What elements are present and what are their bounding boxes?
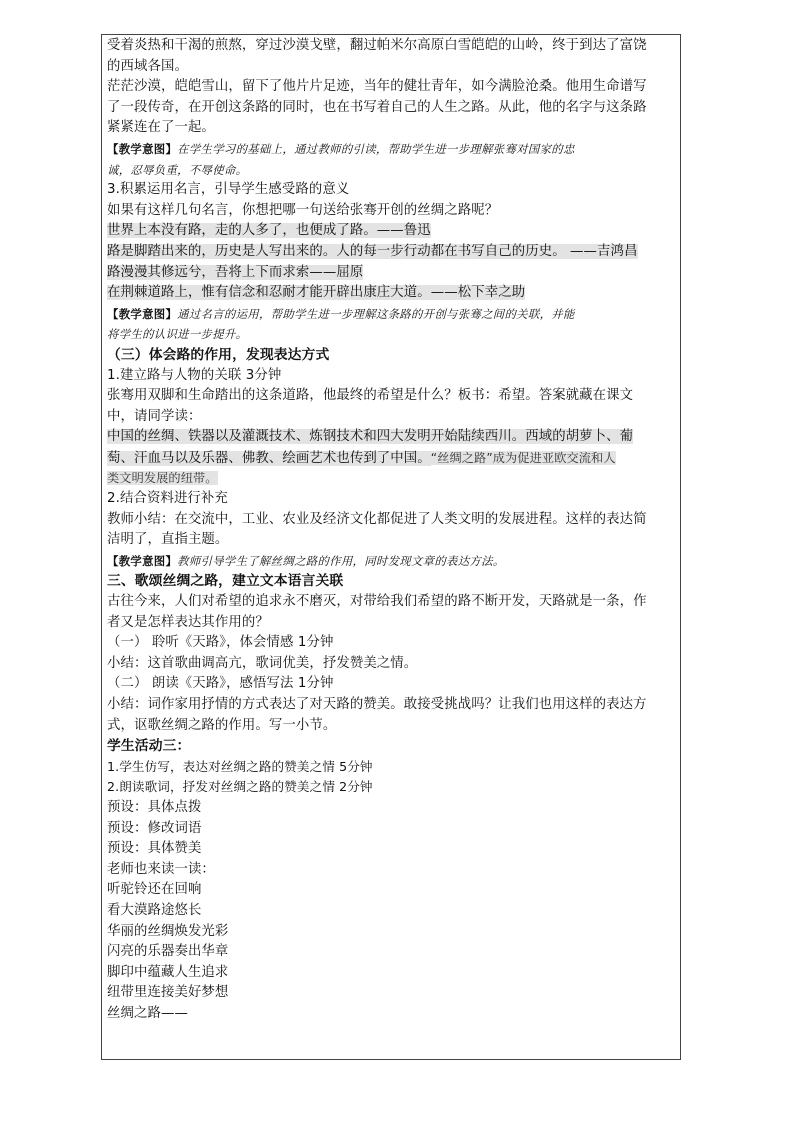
step-item: 1.建立路与人物的关联 3分钟 [107,367,282,383]
summary-line: 式，讴歌丝绸之路的作用。写一小节。 [107,717,337,733]
text-line: 古往今来，人们对希望的追求永不磨灭，对带给我们希望的路不断开发，天路就是一条，作 [107,594,647,610]
highlighted-passage [107,427,677,448]
highlight-text: 中国的丝绸、铁器以及灌溉技术、炼钢技术和四大发明开始陆续西川。西域的胡萝卜、葡 [107,429,634,445]
quote-line [107,221,677,242]
poem-line: 纽带里连接美好梦想 [107,985,229,1001]
highlighted-passage [107,468,677,489]
activity-item: 1.学生仿写，表达对丝绸之路的赞美之情 5分钟 [107,758,373,774]
poem-line: 华丽的丝绸焕发光彩 [107,923,229,939]
highlight-text: 类文明发展的纽带。 [107,471,218,486]
poem-line: 听驼铃还在回响 [107,882,202,898]
quote-line [107,242,677,263]
activity-item: 2.朗读歌词，抒发对丝绸之路的赞美之情 2分钟 [107,779,373,795]
text-line: 中，请同学读： [107,408,202,424]
note-text: 教师引导学生了解丝绸之路的作用，同时发现文章的表达方法。 [177,553,505,568]
text-line: 张骞用双脚和生命踏出的这条道路，他最终的希望是什么？板书：希望。答案就藏在课文 [107,388,634,404]
note-tag: 【教学意图】 [107,306,178,321]
text-line: 紧紧连在了一起。 [107,120,215,136]
note-text: 在学生学习的基础上，通过教师的引读，帮助学生进一步理解张骞对国家的忠 [177,141,575,156]
part-heading: （三）体会路的作用，发现表达方式 [107,346,330,363]
teaching-intent-note [107,551,677,572]
text-line: 者又是怎样表达其作用的？ [107,614,269,630]
quote-text: 路漫漫其修远兮，吾将上下而求索——屈原 [107,264,364,280]
activity-heading: 学生活动三： [107,738,191,755]
highlight-text: “丝绸之路”成为促进亚欧交流和人 [430,450,616,465]
sub-step: （二） 朗读《天路》，感悟写法 1分钟 [107,676,334,692]
step-item: 2.结合资料进行补充 [107,491,228,507]
summary-line: 教师小结：在交流中，工业、农业及经济文化都促进了人类文明的发展进程。这样的表达简 [107,511,647,527]
quote-text: 在荆棘道路上，惟有信念和忍耐才能开辟出康庄大道。——松下幸之助 [107,285,526,301]
quote-line [107,263,677,284]
summary-line: 小结：这首歌曲调高亢，歌词优美，抒发赞美之情。 [107,655,418,671]
note-tag: 【教学意图】 [107,141,178,156]
summary-line: 小结：词作家用抒情的方式表达了对天路的赞美。敢接受挑战吗？让我们也用这样的表达方 [107,697,647,712]
question-line: 如果有这样几句名言，你想把哪一句送给张骞开创的丝绸之路呢？ [107,202,499,218]
poem-line: 看大漠路途悠长 [107,902,202,918]
highlighted-passage [107,448,677,469]
poem-line: 脚印中蕴藏人生追求 [107,964,229,980]
sub-step: （一） 聆听《天路》，体会情感 1分钟 [107,635,334,651]
text-line: 的西域各国。 [107,58,188,74]
summary-line: 洁明了，直指主题。 [107,532,229,548]
poem-line: 丝绸之路—— [107,1005,188,1021]
teaching-intent-note [107,304,677,325]
teaching-intent-note-cont: 将学生的认识进一步提升。 [107,327,248,342]
note-text: 通过名言的运用，帮助学生进一步理解这条路的开创与张骞之间的关联，并能 [177,306,575,321]
poem-line: 闪亮的乐器奏出华章 [107,944,229,960]
note-tag: 【教学意图】 [107,553,178,568]
part-heading: 三、歌颂丝绸之路，建立文本语言关联 [107,573,344,590]
text-line: 了一段传奇，在开创这条路的同时，也在书写着自己的人生之路。从此，他的名字与这条路 [107,99,647,115]
text-line: 茫茫沙漠，皑皑雪山，留下了他片片足迹，当年的健壮青年，如今满脸沧桑。他用生命谱写 [107,79,647,95]
text-line: 受着炎热和干渴的煎熬，穿过沙漠戈壁，翻过帕米尔高原白雪皑皑的山岭，终于到达了富饶 [107,38,647,53]
lesson-content [107,36,677,1025]
preset-line: 预设：具体点拨 [107,799,202,815]
preset-line: 预设：具体赞美 [107,841,202,857]
teacher-line: 老师也来读一读： [107,861,215,877]
quote-line [107,283,677,304]
teaching-intent-note-cont: 诚，忍辱负重，不辱使命。 [107,162,248,177]
quote-text: 路是脚踏出来的，历史是人写出来的。人的每一步行动都在书写自己的历史。 ——吉鸿昌 [107,243,638,259]
highlight-text: 萄、汗血马以及乐器、佛教、绘画艺术也传到了中国。 [107,450,431,466]
section-title: 3.积累运用名言，引导学生感受路的意义 [107,182,350,198]
teaching-intent-note [107,139,677,160]
quote-text: 世界上本没有路，走的人多了，也便成了路。——鲁迅 [107,223,431,239]
preset-line: 预设：修改词语 [107,820,202,836]
